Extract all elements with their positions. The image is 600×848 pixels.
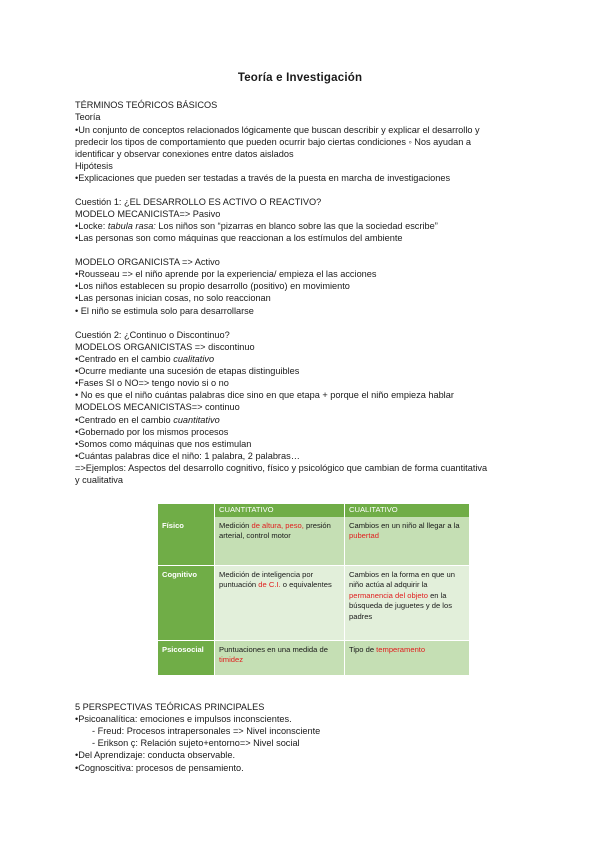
locke-line (75, 220, 438, 232)
cell-highlight: pubertad (349, 531, 379, 540)
cell-text: Tipo de (349, 644, 377, 654)
table-header-row (158, 504, 470, 517)
table-row-fisico (158, 517, 470, 566)
locke-prefix: •Locke: (75, 221, 108, 231)
comparison-table (158, 504, 470, 676)
cell-highlight: de altura, peso, (251, 520, 304, 530)
cell-highlight: temperamento (376, 644, 426, 654)
org-line-4: • No es que el niño cuántas palabras dice sino en que etapa + porque el niño empieza hablar (75, 390, 454, 400)
organicista-heading: MODELO ORGANICISTA => Activo (75, 257, 220, 267)
cell-highlight: permanencia del objeto (349, 590, 428, 600)
organicista-line-4: • El niño se estimula solo para desarrollarse (75, 306, 254, 316)
cell-text: Cambios en un niño al llegar a la (349, 520, 460, 530)
cell-fisico-cuantitativo (215, 517, 345, 566)
hipotesis-label: Hipótesis (75, 161, 113, 171)
cell-cognitivo-cuantitativo (215, 565, 345, 640)
row-label-cognitivo: Cognitivo (158, 565, 215, 640)
cell-text: Medición (219, 520, 252, 530)
org-line-1-italic: cualitativo (173, 354, 215, 364)
page-title: Teoría e Investigación (237, 72, 363, 84)
perspectivas-sub-2: - Erikson ç: Relación sujeto+entorno=> Nivel social (92, 738, 300, 748)
org-line-1 (75, 353, 214, 365)
table-header-cualitativo: CUALITATIVO (345, 504, 470, 517)
perspectivas-sub-1: - Freud: Procesos intrapersonales => Nivel inconsciente (92, 726, 321, 736)
table-row-cognitivo (158, 565, 470, 640)
mecanicista-heading: MODELO MECANICISTA=> Pasivo (75, 209, 221, 219)
organicista-line-2: •Los niños establecen su propio desarrollo (positivo) en movimiento (75, 281, 350, 291)
mec-line-1-italic: cuantitativo (173, 415, 220, 425)
cell-fisico-cualitativo (345, 517, 470, 566)
row-label-fisico: Físico (158, 517, 215, 566)
teoria-line-2: predecir los tipos de comportamiento que pueden ocurrir bajo ciertas condiciones ◦ Nos ayudan a (75, 137, 471, 147)
cell-highlight: de C.I. (258, 580, 281, 589)
cell-psicosocial-cuantitativo (215, 640, 345, 675)
perspectivas-heading: 5 PERSPECTIVAS TEÓRICAS PRINCIPALES (75, 702, 265, 712)
table-header-empty (158, 504, 215, 517)
cuestion2-heading: Cuestión 2: ¿Continuo o Discontinuo? (75, 330, 230, 340)
cell-text: o equivalentes (280, 580, 332, 589)
cuestion1-heading: Cuestión 1: ¿EL DESARROLLO ES ACTIVO O REACTIVO? (75, 197, 322, 207)
cell-text: Puntuaciones en una medida de (219, 644, 328, 654)
mecanicista-line-2: •Las personas son como máquinas que reaccionan a los estímulos del ambiente (75, 233, 403, 243)
cell-cognitivo-cualitativo (345, 565, 470, 640)
teoria-line-1: •Un conjunto de conceptos relacionados lógicamente que buscan describir y explicar el desarrollo y (75, 125, 480, 135)
perspectivas-line-1: •Psicoanalítica: emociones e impulsos inconscientes. (75, 714, 292, 724)
mec-line-3: •Somos como máquinas que nos estimulan (75, 439, 252, 449)
section-heading-terminos: TÉRMINOS TEÓRICOS BÁSICOS (75, 100, 218, 110)
organicistas-heading: MODELOS ORGANICISTAS => discontinuo (75, 342, 255, 352)
perspectivas-line-3: •Cognoscitiva: procesos de pensamiento. (75, 763, 244, 773)
cell-text: Medición de inteligencia por puntuación (219, 569, 314, 589)
cell-highlight: timidez (219, 655, 244, 664)
cell-text: presión arterial, control motor (219, 520, 331, 540)
org-line-2: •Ocurre mediante una sucesión de etapas distinguibles (75, 366, 300, 376)
ejemplos-line-2: y cualitativa (75, 475, 124, 485)
teoria-label: Teoría (75, 112, 101, 122)
teoria-line-3: identificar y observar conexiones entre datos aislados (75, 149, 294, 159)
locke-rest: Los niños son “pizarras en blanco sobre las que la sociedad escribe” (155, 221, 438, 231)
org-line-3: •Fases SI o NO=> tengo novio si o no (75, 378, 229, 388)
cell-psicosocial-cualitativo (345, 640, 470, 675)
mecanicistas-heading: MODELOS MECANICISTAS=> continuo (75, 402, 240, 412)
mec-line-1-prefix: •Centrado en el cambio (75, 415, 174, 425)
perspectivas-line-2: •Del Aprendizaje: conducta observable. (75, 750, 236, 760)
table-row-psicosocial (158, 640, 470, 675)
organicista-line-1: •Rousseau => el niño aprende por la experiencia/ empieza el las acciones (75, 269, 377, 279)
hipotesis-line: •Explicaciones que pueden ser testadas a través de la puesta en marcha de investigaciones (75, 173, 451, 183)
organicista-line-3: •Las personas inician cosas, no solo reaccionan (75, 293, 271, 303)
row-label-psicosocial: Psicosocial (158, 640, 215, 675)
cell-text: en la búsqueda de juguetes y de los padres (349, 590, 453, 621)
mec-line-2: •Gobernado por los mismos procesos (75, 427, 229, 437)
ejemplos-line-1: =>Ejemplos: Aspectos del desarrollo cognitivo, físico y psicológico que cambian de forma cuantitativa (75, 463, 488, 473)
mec-line-1 (75, 414, 220, 426)
org-line-1-prefix: •Centrado en el cambio (75, 354, 174, 364)
cell-text: Cambios en la forma en que un niño actúa al adquirir la (349, 569, 455, 589)
locke-italic: tabula rasa: (107, 221, 156, 231)
mec-line-4: •Cuántas palabras dice el niño: 1 palabra, 2 palabras… (75, 451, 300, 461)
table-header-cuantitativo: CUANTITATIVO (215, 504, 345, 517)
